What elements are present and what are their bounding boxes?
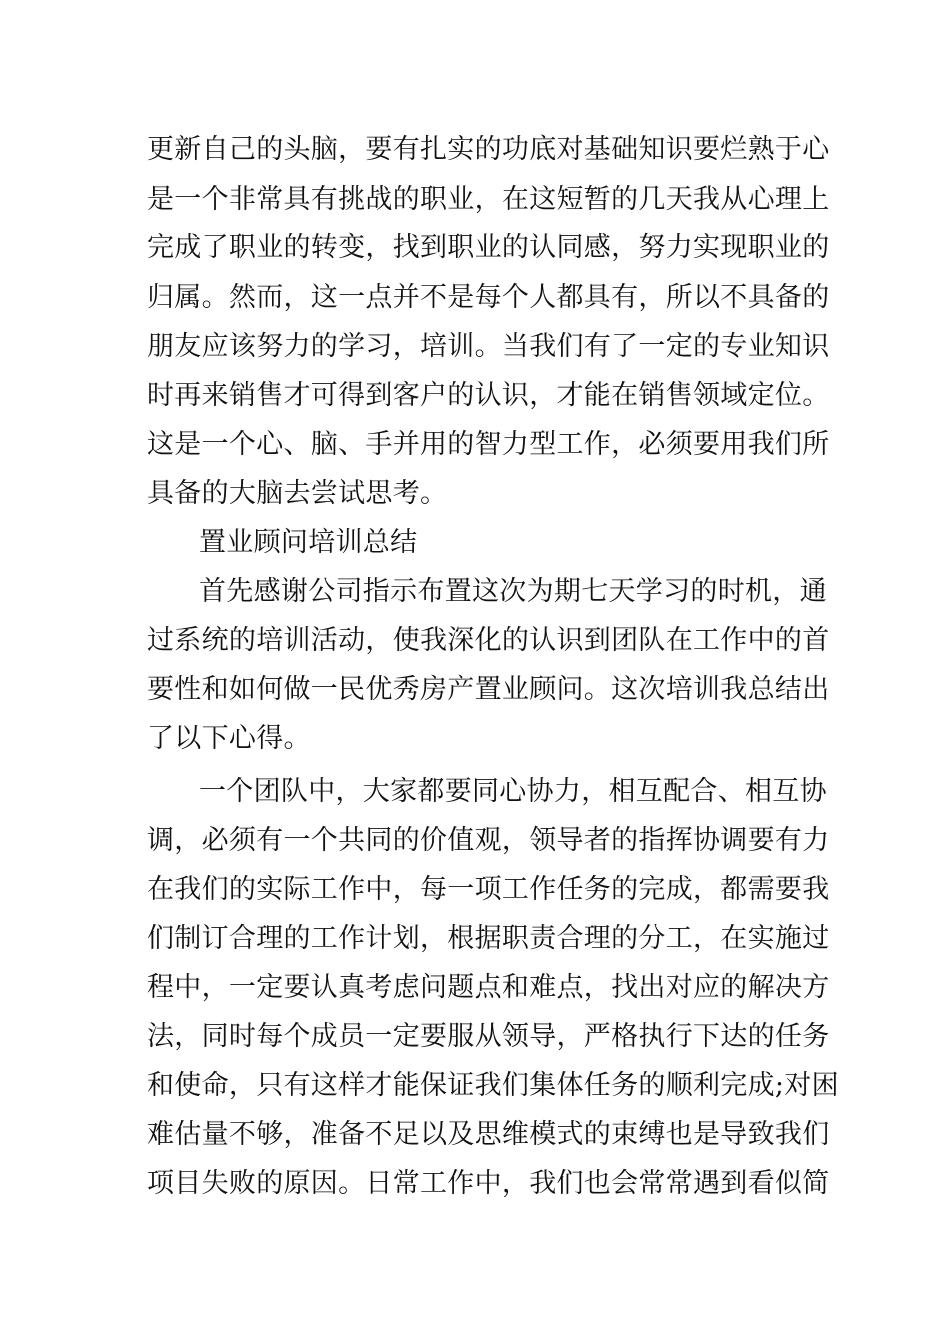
text-line: 更新自己的头脑，要有扎实的功底对基础知识要烂熟于心 [147, 134, 830, 165]
text-line: 们制订合理的工作计划，根据职责合理的分工，在实施过 [147, 923, 830, 954]
text-line: 法，同时每个成员一定要服从领导，严格执行下达的任务 [147, 1021, 830, 1052]
text-line: 了以下心得。 [147, 723, 311, 754]
text-line: 这是一个心、脑、手并用的智力型工作，必须要用我们所 [147, 429, 830, 460]
section-heading: 置业顾问培训总结 [199, 527, 418, 558]
text-line: 程中，一定要认真考虑问题点和难点，找出对应的解决方 [147, 972, 830, 1003]
text-line: 和使命，只有这样才能保证我们集体任务的顺利完成;对困 [147, 1070, 839, 1101]
text-line: 项目失败的原因。日常工作中，我们也会常常遇到看似简 [147, 1168, 830, 1199]
text-line: 归属。然而，这一点并不是每个人都具有，所以不具备的 [147, 282, 830, 313]
text-line: 首先感谢公司指示布置这次为期七天学习的时机，通 [199, 576, 827, 607]
text-line: 具备的大脑去尝试思考。 [147, 478, 448, 509]
text-line: 在我们的实际工作中，每一项工作任务的完成，都需要我 [147, 874, 830, 905]
text-line: 朋友应该努力的学习，培训。当我们有了一定的专业知识 [147, 331, 830, 362]
text-line: 要性和如何做一民优秀房产置业顾问。这次培训我总结出 [147, 674, 830, 705]
text-line: 时再来销售才可得到客户的认识，才能在销售领域定位。 [147, 380, 830, 411]
text-line: 调，必须有一个共同的价值观，领导者的指挥协调要有力 [147, 825, 830, 856]
text-line: 完成了职业的转变，找到职业的认同感，努力实现职业的 [147, 232, 830, 263]
text-line: 一个团队中，大家都要同心协力，相互配合、相互协 [199, 776, 827, 807]
text-line: 难估量不够，准备不足以及思维模式的束缚也是导致我们 [147, 1119, 830, 1150]
text-line: 是一个非常具有挑战的职业，在这短暂的几天我从心理上 [147, 184, 830, 215]
text-line: 过系统的培训活动，使我深化的认识到团队在工作中的首 [147, 625, 830, 656]
